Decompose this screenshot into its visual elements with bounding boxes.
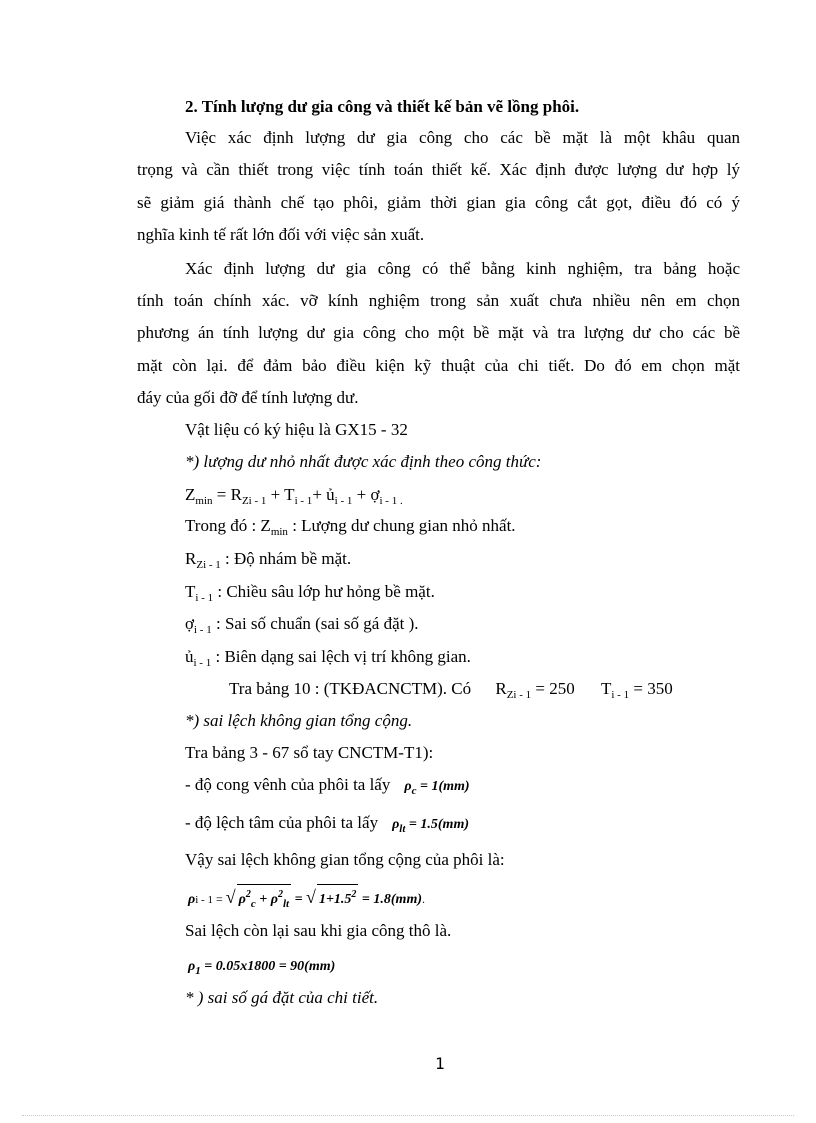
warp-line: - độ cong vênh của phôi ta lấy $\rho_c = 1(mm)$ [185, 775, 470, 797]
para1-line-4: nghĩa kinh tế rất lớn đối với việc sản xuất. [137, 225, 425, 244]
def-setup-error: ợ$_{i - 1}$ : Sai số chuẩn (sai số gá đặt ). [185, 614, 419, 636]
material-line: Vật liệu có ký hiệu là GX15 - 32 [185, 420, 408, 439]
total-deviation-label: Vậy sai lệch không gian tổng cộng của phôi là: [185, 850, 505, 869]
footer-rule [22, 1115, 794, 1116]
para1-line-2: trọng và cần thiết trong việc tính toán thiết kế. Xác định được lượng dư hợp lý [137, 160, 740, 179]
para2-line-2: tính toán chính xác. vỡ kính nghiệm trong sản xuất chưa nhiều nên em chọn [137, 291, 740, 310]
min-allowance-heading: *) lượng dư nhỏ nhất được xác định theo công thức: [185, 452, 542, 471]
eccentricity-line: - độ lệch tâm của phôi ta lấy $\rho_{lt} = 1.5(mm)$ [185, 813, 470, 835]
spatial-heading: *) sai lệch không gian tổng cộng. [185, 711, 413, 730]
table-3-67-line: Tra bảng 3 - 67 sổ tay CNCTM-T1): [185, 743, 434, 762]
rho1-equation: $\rho_1 = 0.05x1800 = 90(mm)$ [188, 959, 336, 977]
para2-line-1: Xác định lượng dư gia công có thể bằng kinh nghiệm, tra bảng hoặc [185, 259, 740, 278]
para1-line-1: Việc xác định lượng dư gia công cho các bề mặt là một khâu quan [185, 128, 740, 147]
def-spatial-deviation: ủ$_{i - 1}$ : Biên dạng sai lệch vị trí không gian. [185, 647, 471, 669]
para2-line-4: mặt còn lại. để đảm bảo điều kiện kỹ thuật của chi tiết. Do đó em chọn mặt [137, 356, 740, 375]
para2-line-3: phương án tính lượng dư gia công cho một bề mặt và tra lượng dư cho các bề [137, 323, 740, 342]
setup-error-heading: * ) sai số gá đặt của chi tiết. [185, 988, 379, 1007]
page-number: 1 [435, 1054, 445, 1073]
para1-line-3: sẽ giảm giá thành chế tạo phôi, giảm thời gian gia công cắt gọt, điều đó có ý [137, 193, 740, 212]
def-damage-depth: $T_{i - 1}$ : Chiều sâu lớp hư hỏng bề mặt. [185, 582, 435, 604]
where-line: Trong đó : $Z_{min}$ : Lượng dư chung gian nhỏ nhất. [185, 516, 516, 538]
section-heading: 2. Tính lượng dư gia công và thiết kế bản vẽ lồng phôi. [185, 97, 580, 116]
table10-line: Tra bảng 10 : (TKĐACNCTM). Có $R_{Zi - 1} = 250$ $T_{i - 1} = 350$ [229, 679, 673, 701]
def-roughness: $R_{Zi - 1}$ : Độ nhám bề mặt. [185, 549, 352, 571]
para2-line-5: đáy của gối đỡ để tính lượng dư. [137, 388, 359, 407]
remaining-deviation-label: Sai lệch còn lại sau khi gia công thô là. [185, 921, 452, 940]
zmin-formula: $Z_{min} = R_{Zi - 1} + T_{i - 1}+$ ủ$_{i - 1}$ + ợ$_{i - 1 .}$ [185, 485, 403, 507]
total-deviation-equation: ρi - 1 = √ $\rho^2_c + \rho^2_{lt}$ = √ $1+1.5^2 = 1.8(mm)$. [188, 884, 425, 914]
